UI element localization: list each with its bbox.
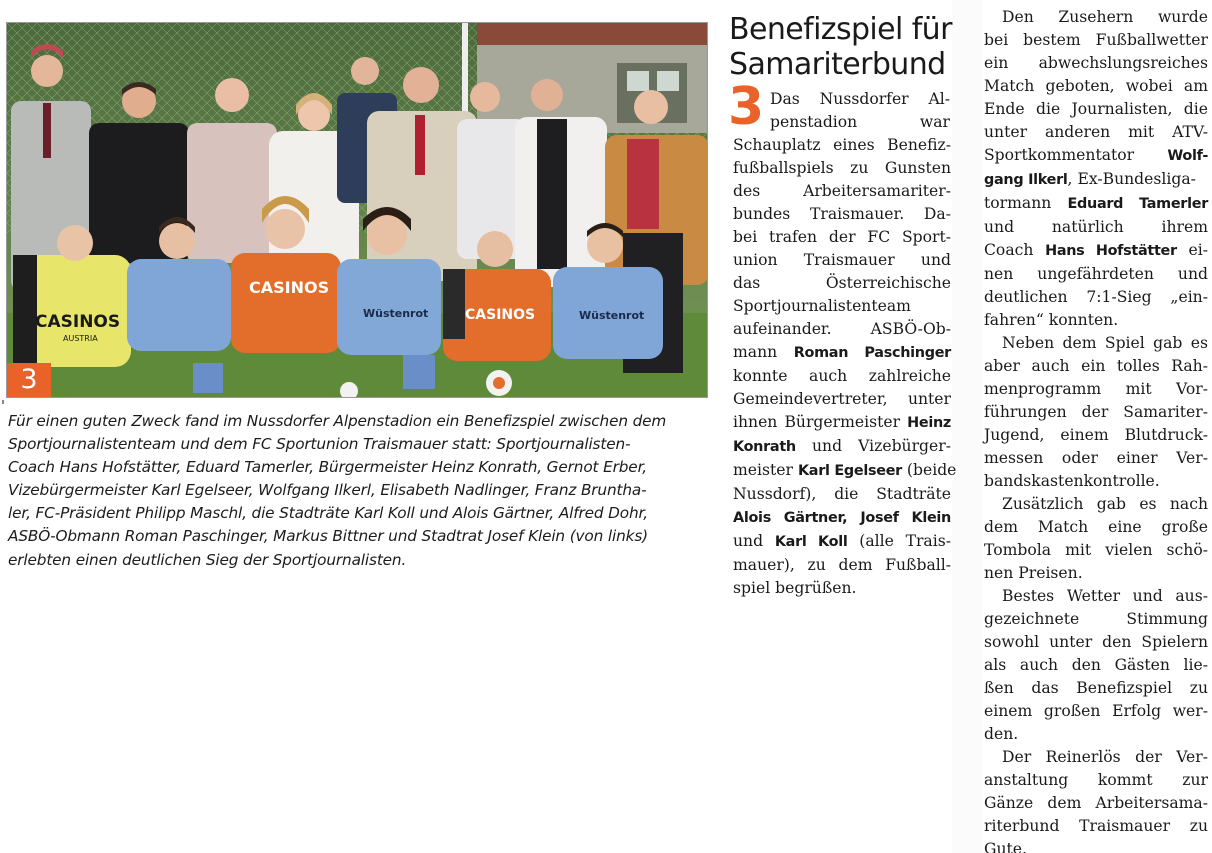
text-line [733,530,951,554]
article-body-middle [733,134,957,600]
text-fragment: Coach [984,241,1034,259]
drop-cap: 3 [728,77,765,137]
text-line: des Arbeitersamariter- [733,182,951,200]
text-fragment: , Ex-Bundesliga- [1067,170,1196,188]
text-line: spiel begrüßen. [733,579,857,597]
text-line: gezeichnete Stimmung [984,610,1208,628]
team-photo-drawing [7,23,708,398]
text-line: Nussdorf), die Stadträte [733,485,951,503]
column-gutter [952,0,982,853]
jersey-sponsor-yellow-sub: AUSTRIA [63,334,98,343]
text-line: Der Reinerlös der Ver- [1002,748,1208,766]
text-line: Bestes Wetter und aus- [1002,587,1208,605]
text-line: ein abwechslungsreiches [984,54,1208,72]
text-line: menprogramm mit Vor- [984,380,1208,398]
text-line: bandskastenkontrolle. [984,472,1160,490]
text-line: bei trafen der FC Sport- [733,228,951,246]
text-line: und natürlich ihrem [984,218,1208,236]
person-name: Heinz [907,415,951,431]
person-name: Eduard Tamerler [1067,196,1208,212]
team-photo [6,22,708,398]
text-line: Gute. [984,840,1027,853]
text-line: Ende die Journalisten, die [984,100,1208,118]
text-line: unter anderen mit ATV- [984,123,1208,141]
text-line: sowohl unter den Spielern [984,633,1208,651]
text-line: führungen der Samariter- [984,403,1208,421]
headline-line-1: Benefizspiel für [729,12,952,47]
text-fragment: Sportkommentator [984,146,1135,164]
text-line: als auch den Gästen lie- [984,656,1208,674]
text-line: Sportjournalistenteam [733,297,911,315]
text-line: einem großen Erfolg wer- [984,702,1208,720]
text-fragment: und [733,532,764,550]
text-line: bei bestem Fußballwetter [984,31,1208,49]
text-line: den. [984,725,1019,743]
article-intro [770,88,950,134]
text-line [984,192,1208,216]
text-line [733,435,951,459]
text-line: riterbund Traismauer zu [984,817,1208,835]
caption-line: Für einen guten Zweck fand im Nussdorfer Alpenstadion ein Benefizspiel zwischen dem [8,412,667,430]
person-name: Konrath [733,439,796,455]
text-line: konnte auch zahlreiche [733,367,951,385]
text-fragment: ihnen Bürgermeister [733,413,901,431]
text-line: anstaltung kommt zur [984,771,1208,789]
text-fragment: (beide [906,461,957,479]
text-line: aufeinander. ASBÖ-Ob- [733,320,951,338]
text-line [733,506,951,530]
text-line: fahren“ konnten. [984,311,1119,329]
photo-number-badge: 3 [7,363,51,397]
text-fragment: ei- [1188,241,1208,259]
text-line: Tombola mit vielen schö- [984,541,1208,559]
text-line: Gänze dem Arbeitersama- [984,794,1208,812]
person-name: gang Ilkerl [984,172,1068,188]
scan-mark [2,400,4,404]
text-fragment: tormann [984,194,1052,212]
text-line: union Traismauer und [733,251,951,269]
text-fragment: und Vizebürger- [811,437,951,455]
text-line: aber auch ein tolles Rah- [984,357,1208,375]
article-body-right [984,6,1208,853]
jersey-sponsor-blue-2: Wüstenrot [579,309,645,322]
caption-line: ler, FC-Präsident Philipp Maschl, die Stadträte Karl Koll und Alois Gärtner, Alfred Dohr, [8,504,649,523]
text-line [984,168,1208,192]
text-line: messen oder einer Ver- [984,449,1208,467]
text-line: deutlichen 7:1-Sieg „ein- [984,288,1208,306]
text-line: das Österreichische [733,274,951,292]
text-fragment: (alle Trais- [859,532,951,550]
caption-line: Vizebürgermeister Karl Egelseer, Wolfgang Ilkerl, Elisabeth Nadlinger, Franz Bruntha- [8,481,647,500]
jersey-sponsor-orange-2: CASINOS [465,307,536,323]
caption-line: Sportjournalistenteam und dem FC Sportunion Traismauer statt: Sportjournalisten- [8,435,631,454]
person-name: Alois Gärtner, [733,510,848,526]
caption-line: ASBÖ-Obmann Roman Paschinger, Markus Bittner und Stadtrat Josef Klein (von links) [8,527,648,546]
text-line: Schauplatz eines Benefiz- [733,136,951,154]
person-name: Wolf- [1167,148,1208,164]
text-line [733,459,957,483]
person-name: Karl Egelseer [797,463,902,479]
text-line [984,239,1208,263]
person-name: Roman Paschinger [793,345,951,361]
text-fragment: meister [733,461,793,479]
text-line: fußballspiels zu Gunsten [733,159,951,177]
jersey-sponsor-orange: CASINOS [249,278,330,297]
photo-caption [8,410,712,572]
text-line: bundes Traismauer. Da- [733,205,951,223]
text-line: Jugend, einem Blutdruck- [984,426,1208,444]
text-line: Zusätzlich gab es nach [1002,495,1208,513]
text-line: nen Preisen. [984,564,1083,582]
caption-line: erlebten einen deutlichen Sieg der Sportjournalisten. [8,550,407,569]
person-name: Karl Koll [774,534,848,550]
jersey-sponsor-blue: Wüstenrot [363,307,429,320]
text-line [984,144,1208,168]
text-line [733,411,951,435]
headline-line-2: Samariterbund [729,47,946,82]
text-line [733,341,951,365]
text-line: ßen das Benefizspiel zu [984,679,1208,697]
text-line: Das Nussdorfer Al- [770,90,950,108]
text-line: Neben dem Spiel gab es [1002,334,1208,352]
text-line: Match geboten, wobei am [984,77,1208,95]
person-name: Josef Klein [860,510,952,526]
article-headline [729,12,979,82]
text-line: Den Zusehern wurde [1002,8,1208,26]
text-line: dem Match eine große [984,518,1208,536]
text-fragment: mann [733,343,778,361]
text-line: Gemeindevertreter, unter [733,390,951,408]
text-line: nen ungefährdeten und [984,265,1208,283]
jersey-sponsor-yellow: CASINOS [35,312,121,332]
caption-line: Coach Hans Hofstätter, Eduard Tamerler, Bürgermeister Heinz Konrath, Gernot Erber, [8,458,648,477]
text-line: mauer), zu dem Fußball- [733,556,951,574]
person-name: Hans Hofstätter [1045,243,1177,259]
text-line: penstadion war [770,113,950,131]
